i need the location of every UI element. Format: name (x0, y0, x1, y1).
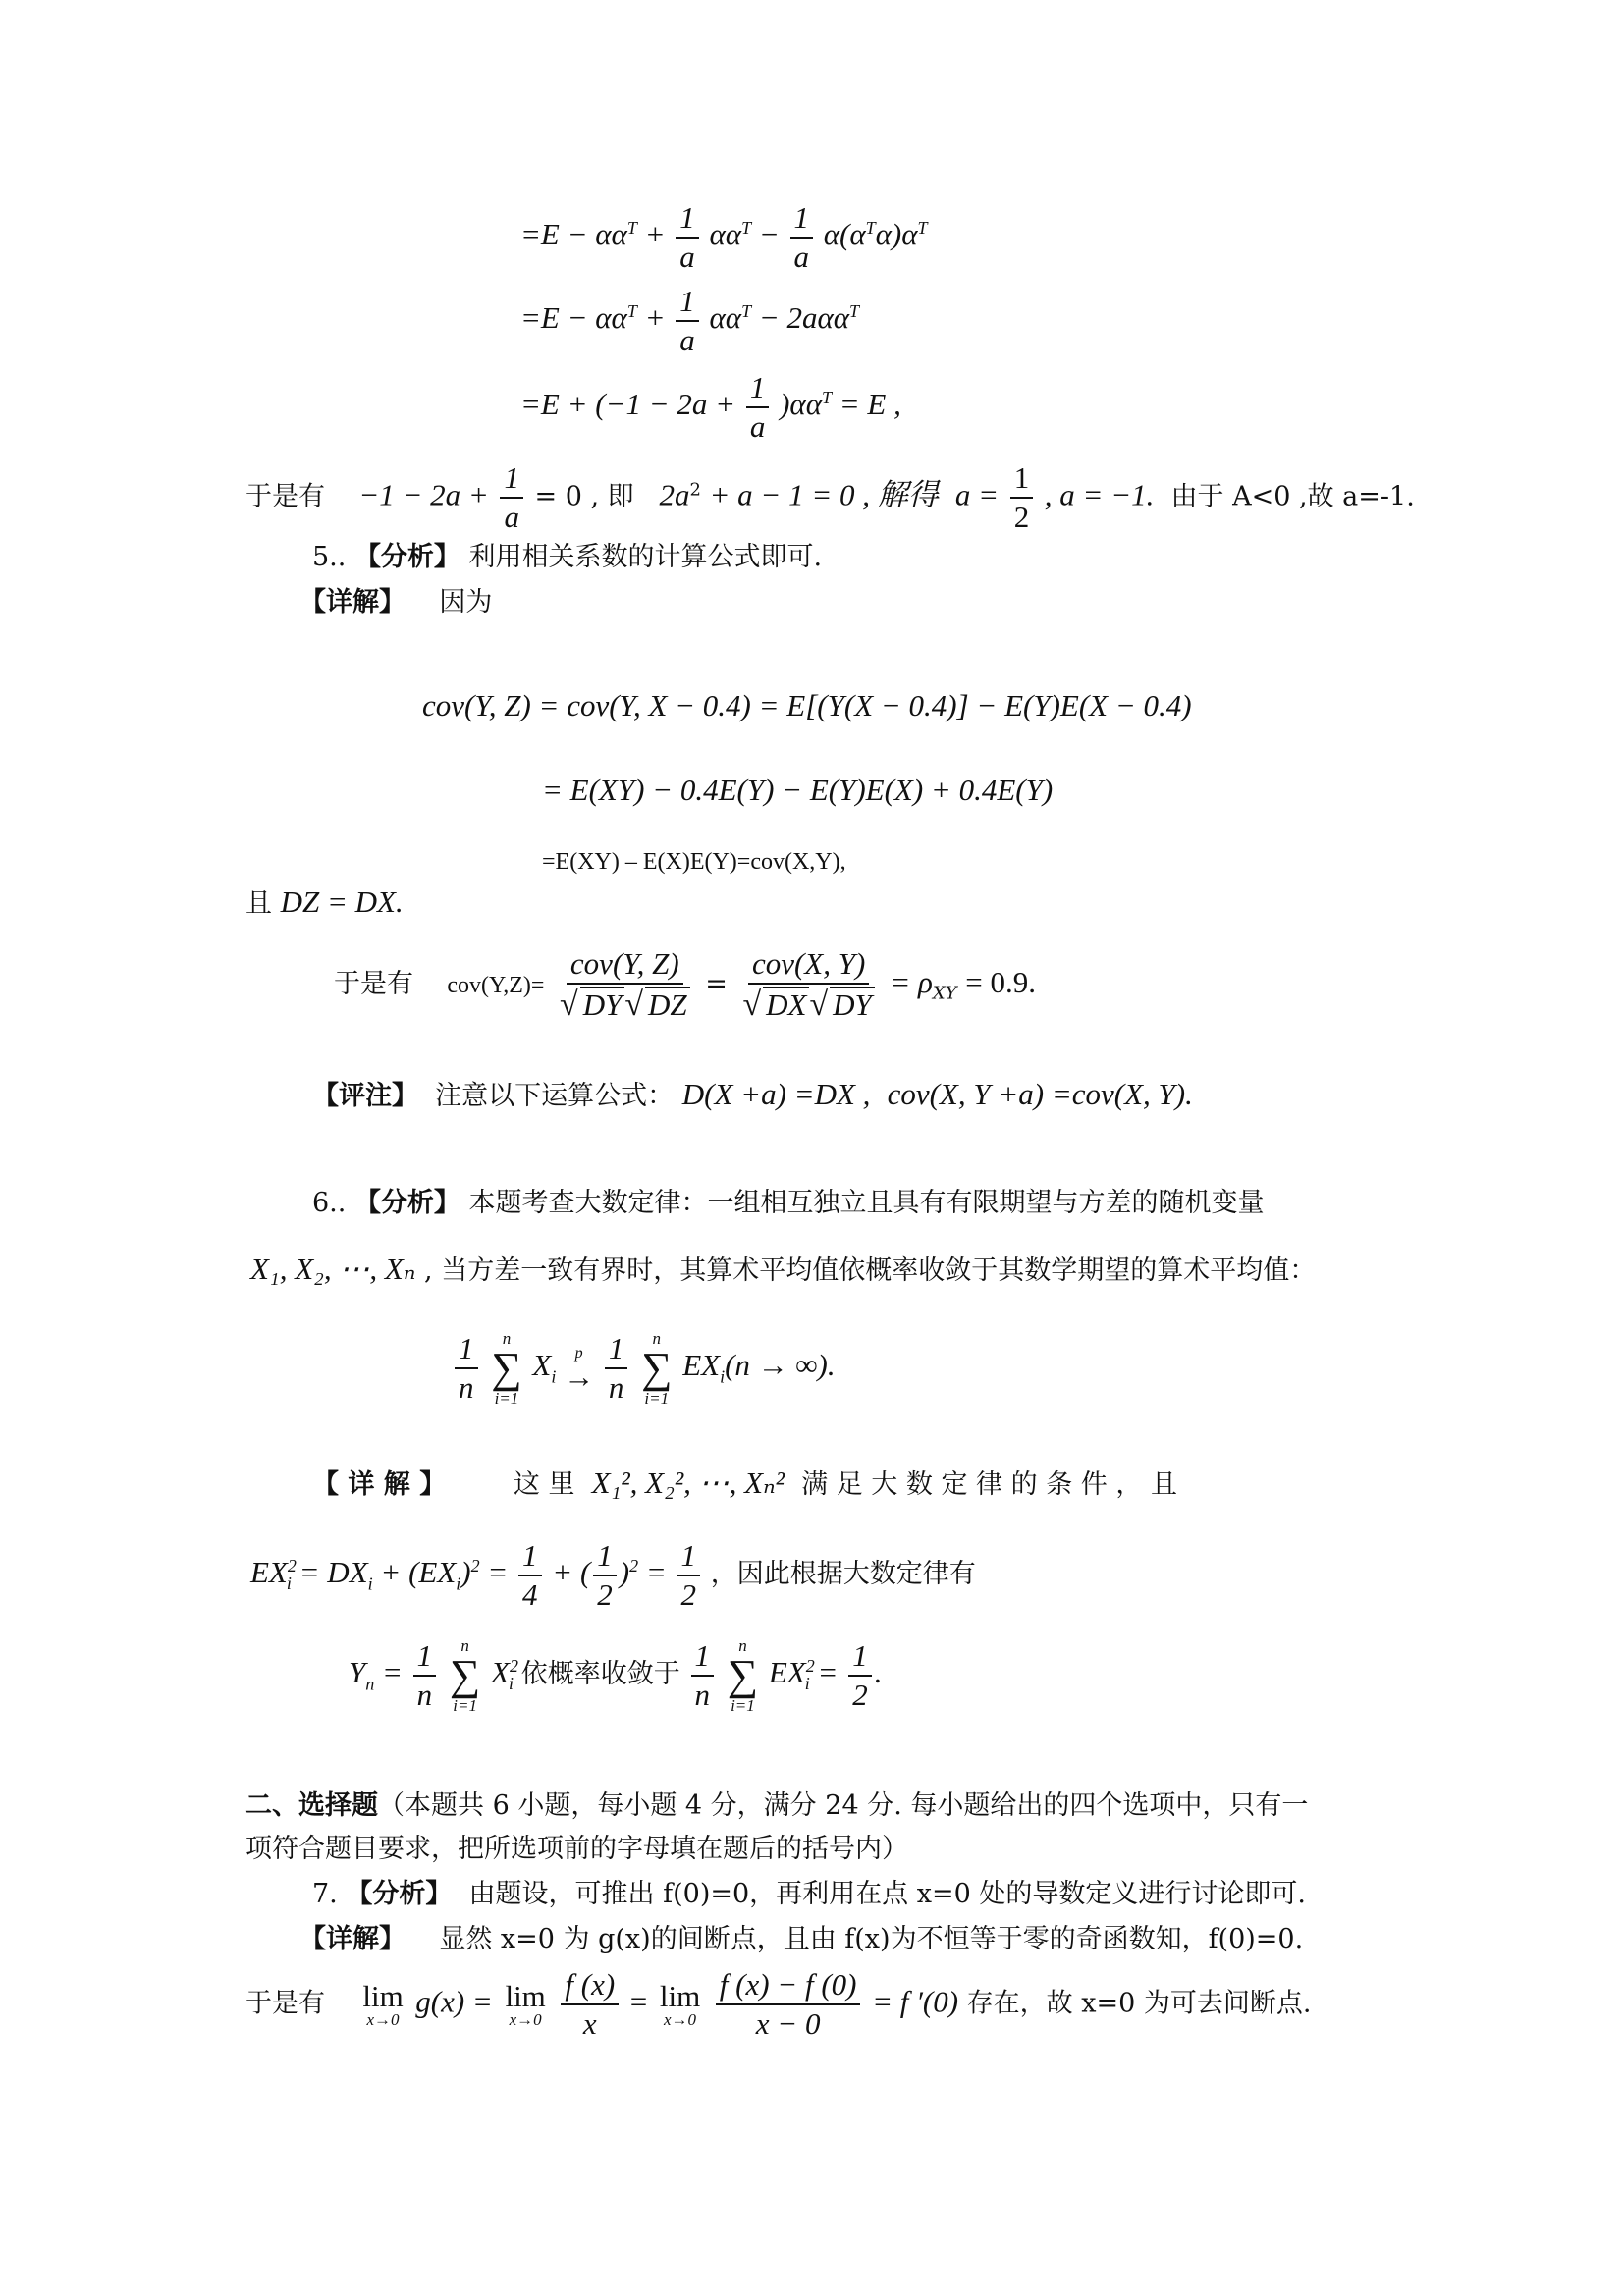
fraction: $\frac{1}{2}$ (848, 1639, 872, 1712)
q6-analysis-2: X₁, X₂, ⋯, Xₙ , 当方差一致有界时，其算术平均值依概率收敛于其数学期望的算术平均值： (250, 1252, 1317, 1286)
fraction: $\frac{1}{2}$ (677, 1539, 701, 1612)
deriv-line-1: $=E - \alpha\alpha^T$ + $\frac{1}{a}$ $\alpha\alpha^T$ − $\frac{1}{a}$ $\alpha(\alpha^T\alpha)\alpha^T$ (520, 200, 928, 275)
conclusion-line: 于是有 −1 − 2a + $\frac{1}{a}$ = 0 , 即 $2a^2 + a - 1 = 0$ , 解得 a = $\frac{1}{2}$ , a = −1. 由于 A<0 ,故 a=-1. (245, 460, 1415, 535)
sum-symbol: n ∑ i=1 (727, 1636, 759, 1715)
fraction: $\frac{f (x)}{x}$ (561, 1968, 619, 2041)
q6-yn-line: $Y_n$ = $\frac{1}{n}$ n ∑ i=1 $X^2_i$ 依概率收敛于 $\frac{1}{n}$ n ∑ i=1 $EX^2_i$ = $\frac{1}{2}$ . (349, 1636, 883, 1715)
q5-eq-3: =E(XY) – E(X)E(Y)=cov(X,Y), (542, 849, 846, 875)
q6-detail-1: 【 详 解 】 这 里 X₁², X₂², ⋯, Xₙ² 满 足 大 数 定 律 的 条 件 ， 且 (312, 1466, 1177, 1500)
deriv-line-2: $=E - \alpha\alpha^T$ + $\frac{1}{a}$ $\alpha\alpha^T - 2a\alpha\alpha^T$ (520, 284, 860, 358)
fraction: $\frac{\text{cov(Y, Z)}}{√ DY√ DZ}$ (556, 947, 694, 1023)
fraction: $\frac{1}{a}$ (746, 371, 770, 444)
limit-symbol: lim x→0 (659, 1979, 701, 2030)
fraction: $\frac{1}{2}$ (593, 1539, 617, 1612)
q7-detail: 【详解】 显然 x=0 为 g(x)的间断点，且由 f(x)为不恒等于零的奇函数知，f(0)=0. (299, 1924, 1304, 1954)
fraction: $\frac{\text{cov(X, Y)}}{√ DX√ DY}$ (738, 947, 878, 1023)
q6-law-formula: $\frac{1}{n}$ n ∑ i=1 $X_i$ p → $\frac{1}{n}$ n ∑ i=1 $EX_i(n$ → ∞). (452, 1330, 836, 1407)
convergence-arrow: p → (564, 1344, 595, 1394)
deriv-line-3: =E + (−1 − 2a + $\frac{1}{a}$ )$\alpha\alpha^T = E$ , (520, 370, 901, 445)
section-2-desc: 项符合题目要求，把所选项前的字母填在题后的括号内） (245, 1834, 908, 1864)
sum-symbol: n ∑ i=1 (449, 1636, 481, 1715)
q5-analysis: 5.. 【分析】 利用相关系数的计算公式即可. (312, 542, 823, 572)
sum-symbol: n ∑ i=1 (641, 1329, 673, 1408)
fraction: $\frac{1}{n}$ (691, 1639, 715, 1712)
q6-ex-line: $EX^2_i = DX_i + (EX_i)^2$ = $\frac{1}{4}$ + ( $\frac{1}{2}$ )$^2$ = $\frac{1}{2}$ ，因此根据大数定律有 (250, 1538, 976, 1613)
fraction: $\frac{1}{a}$ (500, 461, 523, 534)
fraction: $\frac{1}{a}$ (676, 201, 699, 274)
q7-analysis: 7. 【分析】 由题设，可推出 f(0)=0，再利用在点 x=0 处的导数定义进行讨论即可. (312, 1879, 1306, 1909)
q5-detail: 【详解】 因为 (299, 587, 493, 617)
q5-eq-2: = E(XY) − 0.4E(Y) − E(Y)E(X) + 0.4E(Y) (542, 773, 1054, 807)
q7-limit-line: 于是有 lim x→0 g(x) = lim x→0 $\frac{f (x)}{x}$ = lim x→0 $\frac{f (x) - f (0)}{x - 0}$ = f ′(0) 存在，故 x=0 为可去间断点. (245, 1967, 1312, 2042)
fraction: $\frac{1}{a}$ (790, 201, 814, 274)
q5-eq-4: 且 DZ = DX. (245, 884, 404, 919)
section-2-heading: 二、选择题（本题共 6 小题，每小题 4 分，满分 24 分. 每小题给出的四个选项中，只有一 (245, 1790, 1309, 1821)
q6-analysis-1: 6.. 【分析】 本题考查大数定律：一组相互独立且具有有限期望与方差的随机变量 (312, 1188, 1265, 1218)
fraction: $\frac{1}{4}$ (518, 1539, 542, 1612)
fraction: $\frac{1}{2}$ (1010, 461, 1034, 534)
sum-symbol: n ∑ i=1 (491, 1329, 522, 1408)
limit-symbol: lim x→0 (505, 1979, 546, 2030)
fraction: $\frac{1}{n}$ (605, 1332, 628, 1405)
fraction: $\frac{1}{n}$ (455, 1332, 478, 1405)
fraction: $\frac{1}{n}$ (413, 1639, 437, 1712)
q5-eq-1: cov(Y, Z) = cov(Y, X − 0.4) = E[(Y(X − 0.4)] − E(Y)E(X − 0.4) (422, 688, 1192, 722)
q5-note: 【评注】 注意以下运算公式： D(X +a) =DX , cov(X, Y +a) =cov(X, Y). (312, 1077, 1193, 1111)
q5-eq-5: 于是有 cov(Y,Z)= $\frac{\text{cov(Y, Z)}}{√ DY√ DZ}$ = $\frac{\text{cov(X, Y)}}{√ DX√ DY}$ = $\rho_{XY} = 0.9$. (334, 946, 1036, 1024)
fraction: $\frac{1}{a}$ (676, 285, 699, 357)
limit-symbol: lim x→0 (362, 1979, 404, 2030)
fraction: $\frac{f (x) - f (0)}{x - 0}$ (716, 1968, 861, 2041)
